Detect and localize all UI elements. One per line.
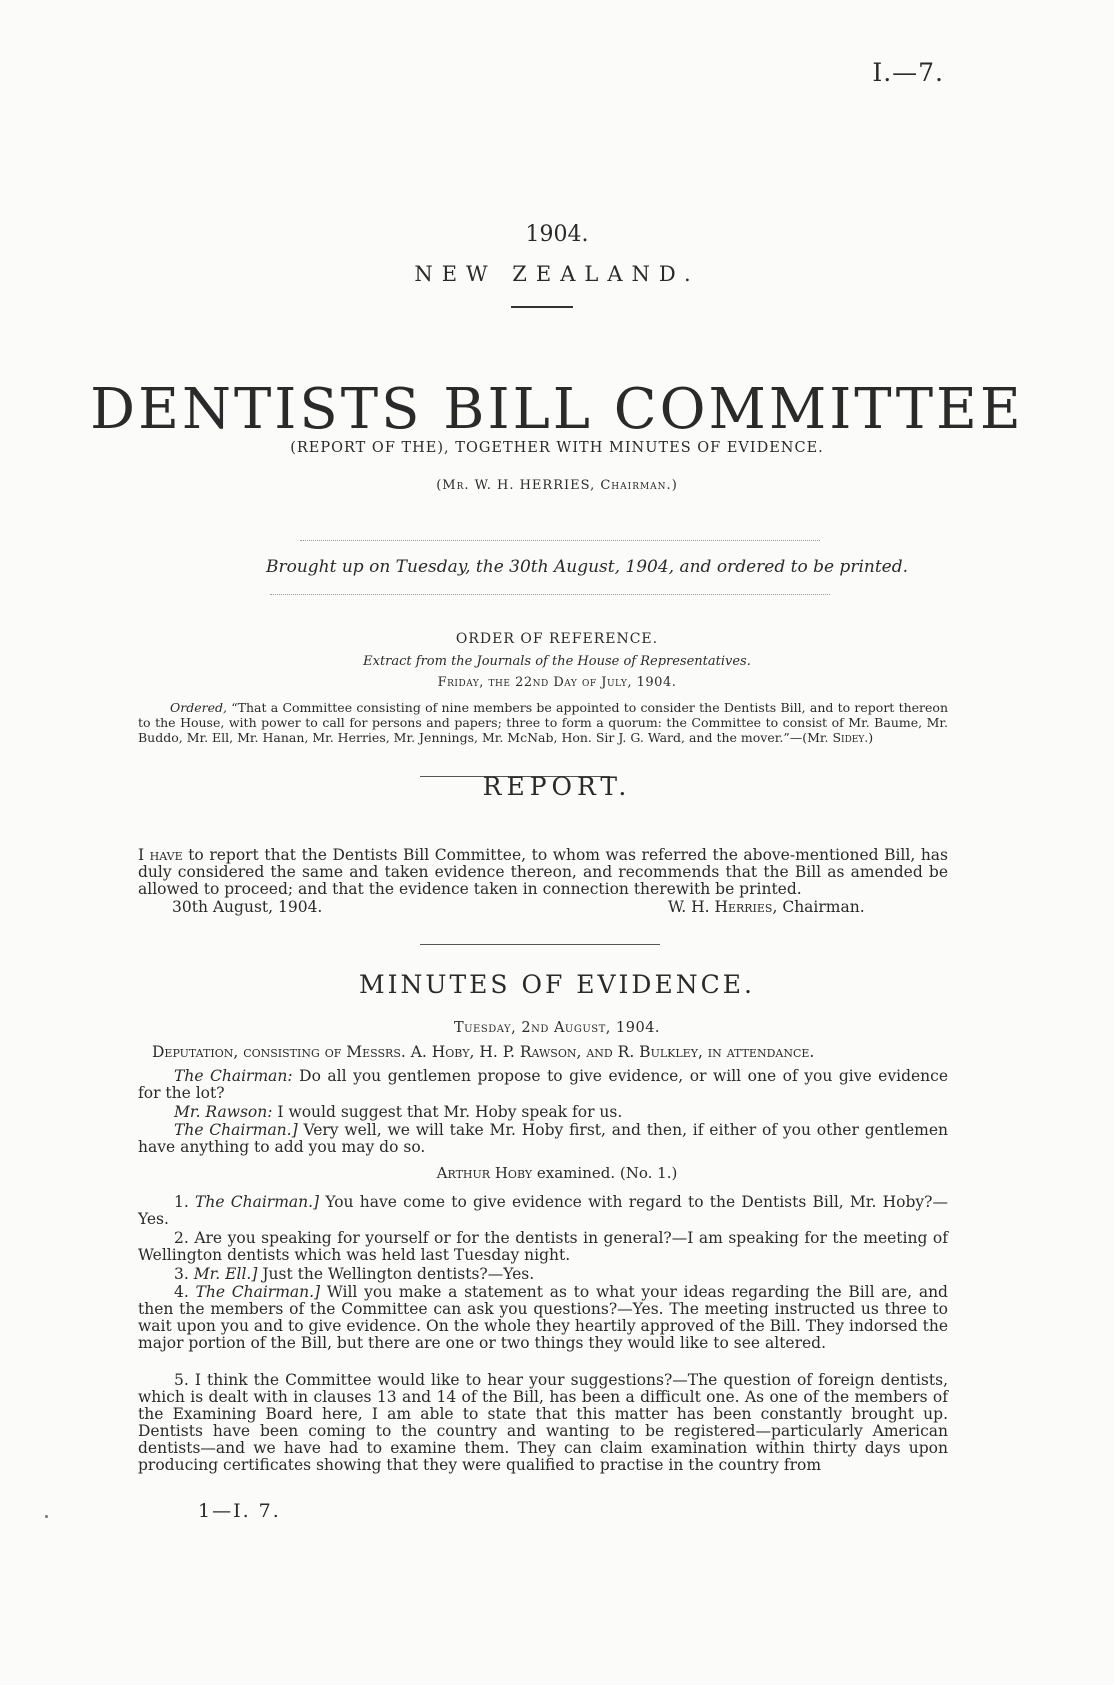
question-number: 4.: [174, 1283, 189, 1301]
report-body: to report that the Dentists Bill Committee, to whom was referred the above-mentioned Bill, has duly considered the same and taken evidence thereon, and recommends that the Bill as amended be allowed to proceed; and that the evidence taken in connection therewith be printed.: [138, 846, 949, 898]
report-heading: REPORT.: [482, 772, 632, 801]
report-lead: I have: [138, 846, 183, 864]
footer-mark: 1—I. 7.: [198, 1500, 281, 1522]
speaker: Mr. Ell.]: [193, 1265, 258, 1283]
page-reference: I.—7.: [872, 58, 944, 87]
deputation-label: Deputation,: [152, 1043, 239, 1061]
document-title: DENTISTS BILL COMMITTEE: [90, 377, 1024, 442]
question-text: Are you speaking for yourself or for the dentists in general?—I am speaking for the meeting of Wellington dentists which was held last Tuesday night.: [138, 1229, 948, 1264]
speaker: The Chairman.]: [174, 1121, 298, 1139]
signatory-role: Chairman.: [782, 898, 865, 916]
dotted-divider: [270, 594, 830, 595]
witness-line: [0, 1164, 1114, 1182]
question-number: 5.: [174, 1371, 189, 1389]
deputation-text: consisting of Messrs. A. Hoby, H. P. Rawson, and R. Bulkley, in attendance.: [243, 1043, 815, 1061]
question-1: [138, 1194, 948, 1228]
question-4: [138, 1284, 948, 1352]
deputation-line: [152, 1044, 948, 1061]
evidence-paragraph: [138, 1068, 948, 1102]
evidence-paragraph: [138, 1104, 948, 1121]
chairman-name: (Mr. W. H. HERRIES,: [436, 478, 596, 493]
evidence-text: I would suggest that Mr. Hoby speak for us.: [277, 1103, 623, 1121]
speaker: Mr. Rawson:: [174, 1103, 273, 1121]
speaker: The Chairman:: [174, 1067, 293, 1085]
order-date: Friday, the 22nd Day of July, 1904.: [437, 675, 677, 690]
ordered-text: “That a Committee consisting of nine members be appointed to consider the Dentists Bill, and to report thereon to the House, with power to call for persons and papers; three to form a quorum: the Committee to consist of Mr. Baume, Mr. Buddo, Mr. Ell, Mr. Hanan, Mr. Herries, Mr. Jennings, Mr. McNab, Hon. Sir J. G. Ward, and the mover.”—(Mr.: [138, 700, 948, 745]
witness-name: Arthur Hoby: [436, 1164, 533, 1182]
evidence-text: Do all you gentlemen propose to give evidence, or will one of you give evidence for the lot?: [138, 1067, 948, 1102]
dotted-divider: [300, 540, 820, 541]
question-3: [138, 1266, 948, 1283]
order-of-reference-heading: ORDER OF REFERENCE.: [455, 631, 659, 647]
report-paragraph: [138, 847, 948, 898]
document-subtitle: (REPORT OF THE), TOGETHER WITH MINUTES OF EVIDENCE.: [290, 440, 824, 456]
ordered-label: Ordered,: [170, 700, 227, 715]
question-text: I think the Committee would like to hear your suggestions?—The question of foreign dentists, which is dealt with in clauses 13 and 14 of the Bill, has been a difficult one. As one of the members of the Examining Board here, I am able to state that this matter has been constantly brought up. Dentists have been coming to the country and wanting to be registered—particularly American dentists—and we have had to examine them. They can claim examination within thirty days upon producing certificates showing that they were qualified to practise in the country from: [138, 1371, 948, 1474]
signatory-name: W. H. Herries,: [668, 898, 778, 916]
chairman-role: Chairman.): [600, 478, 678, 493]
order-paragraph: [138, 700, 948, 745]
speaker: The Chairman.]: [195, 1193, 320, 1211]
year: 1904.: [525, 222, 589, 247]
question-number: 2.: [174, 1229, 189, 1247]
question-2: [138, 1230, 948, 1264]
mover-name: Sidey.): [832, 730, 874, 745]
witness-rest: examined. (No. 1.): [536, 1164, 678, 1182]
extract-line: Extract from the Journals of the House of Representatives.: [363, 654, 751, 669]
question-text: Will you make a statement as to what your ideas regarding the Bill are, and then the members of the Committee can ask you questions?—Yes. The meeting instructed us three to wait upon you and to give evidence. On the whole they heartily approved of the Bill. They indorsed the major portion of the Bill, but there are one or two things they would like to see altered.: [138, 1283, 948, 1352]
paper-speck: [45, 1515, 48, 1518]
brought-up-line: Brought up on Tuesday, the 30th August, 1904, and ordered to be printed.: [265, 557, 909, 577]
question-text: You have come to give evidence with regard to the Dentists Bill, Mr. Hoby?—Yes.: [138, 1193, 948, 1228]
chairman-line: [0, 478, 1114, 493]
evidence-text: Very well, we will take Mr. Hoby first, and then, if either of you other gentlemen have anything to add you may do so.: [138, 1121, 948, 1156]
country: NEW ZEALAND.: [414, 262, 700, 286]
minutes-heading: MINUTES OF EVIDENCE.: [359, 970, 755, 999]
question-5: [138, 1372, 948, 1474]
minutes-date: Tuesday, 2nd August, 1904.: [453, 1020, 661, 1036]
speaker: The Chairman.]: [195, 1283, 321, 1301]
evidence-paragraph: [138, 1122, 948, 1156]
question-number: 1.: [174, 1193, 189, 1211]
report-signature: [668, 898, 865, 916]
question-number: 3.: [174, 1265, 189, 1283]
divider: [511, 306, 573, 308]
divider: [420, 944, 660, 945]
report-date: 30th August, 1904.: [172, 898, 323, 916]
question-text: Just the Wellington dentists?—Yes.: [262, 1265, 535, 1283]
